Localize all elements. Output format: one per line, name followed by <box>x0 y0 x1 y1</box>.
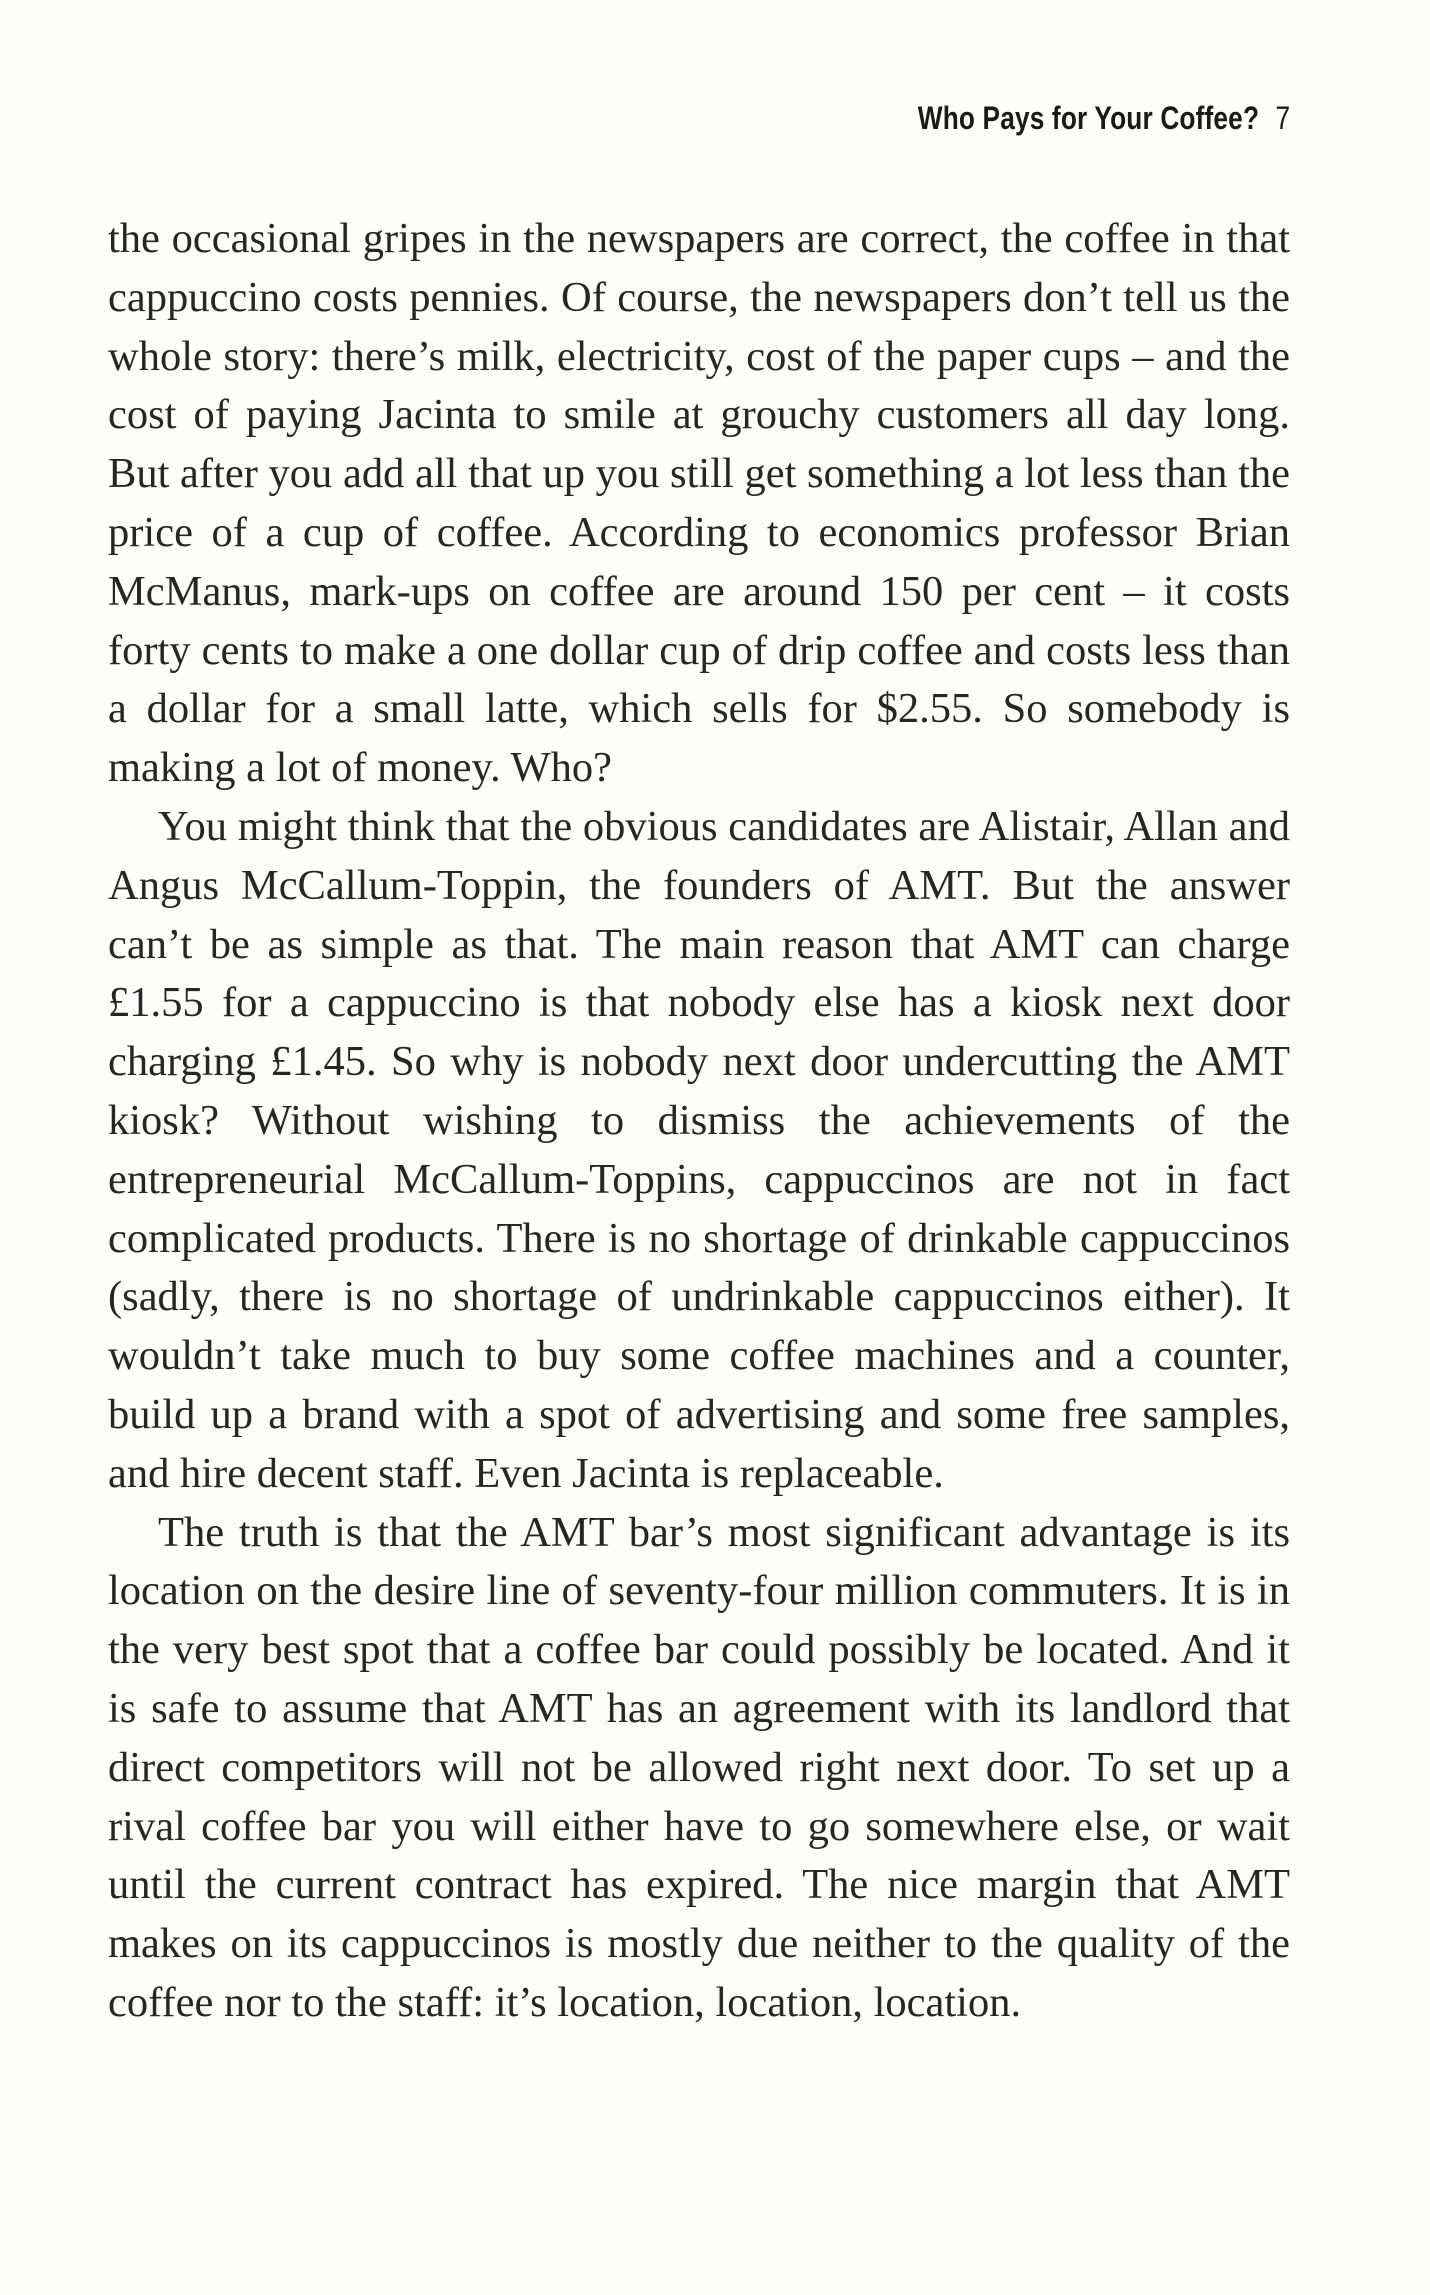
paragraph: the occasional gripes in the newspapers are correct, the coffee in that cappuccino costs pennies. Of course, the newspapers don’t tell us the whole story: there’s milk, electricity, cost of the paper cups – and the cost of paying Jacinta to smile at grouchy customers all day long. But after you add all that up you still get something a lot less than the price of a cup of coffee. According to economics professor Brian McManus, mark-ups on coffee are around 150 per cent – it costs forty cents to make a one dollar cup of drip coffee and costs less than a dollar for a small latte, which sells for $2.55. So somebody is making a lot of money. Who? <box>108 215 1290 792</box>
paragraph: The truth is that the AMT bar’s most significant advantage is its location on the desire line of seventy-four million commuters. It is in the very best spot that a coffee bar could possibly be located. And it is safe to assume that AMT has an agreement with its landlord that direct competitors will not be allowed right next door. To set up a rival coffee bar you will either have to go somewhere else, or wait until the current contract has expired. The nice margin that AMT makes on its cappuccinos is mostly due neither to the quality of the coffee nor to the staff: it’s location, location, location. <box>108 1508 1290 2026</box>
paragraph: You might think that the obvious candidates are Alistair, Allan and Angus McCallum-Toppin, the founders of AMT. But the answer can’t be as simple as that. The main reason that AMT can charge £1.55 for a cappuccino is that nobody else has a kiosk next door charging £1.45. So why is nobody next door undercutting the AMT kiosk? Without wishing to dismiss the achievements of the entrepreneurial McCallum-Toppins, cappuccinos are not in fact complicated products. There is no shortage of drinkable cappuccinos (sadly, there is no shortage of undrinkable cappuccinos either). It wouldn’t take much to buy some coffee machines and a counter, build up a brand with a spot of advertising and some free samples, and hire decent staff. Even Jacinta is replaceable. <box>108 802 1290 1497</box>
chapter-title: Who Pays for Your Coffee? <box>917 100 1259 136</box>
page-number: 7 <box>1275 100 1290 136</box>
running-head <box>917 100 1290 137</box>
body-text <box>108 210 1290 2033</box>
